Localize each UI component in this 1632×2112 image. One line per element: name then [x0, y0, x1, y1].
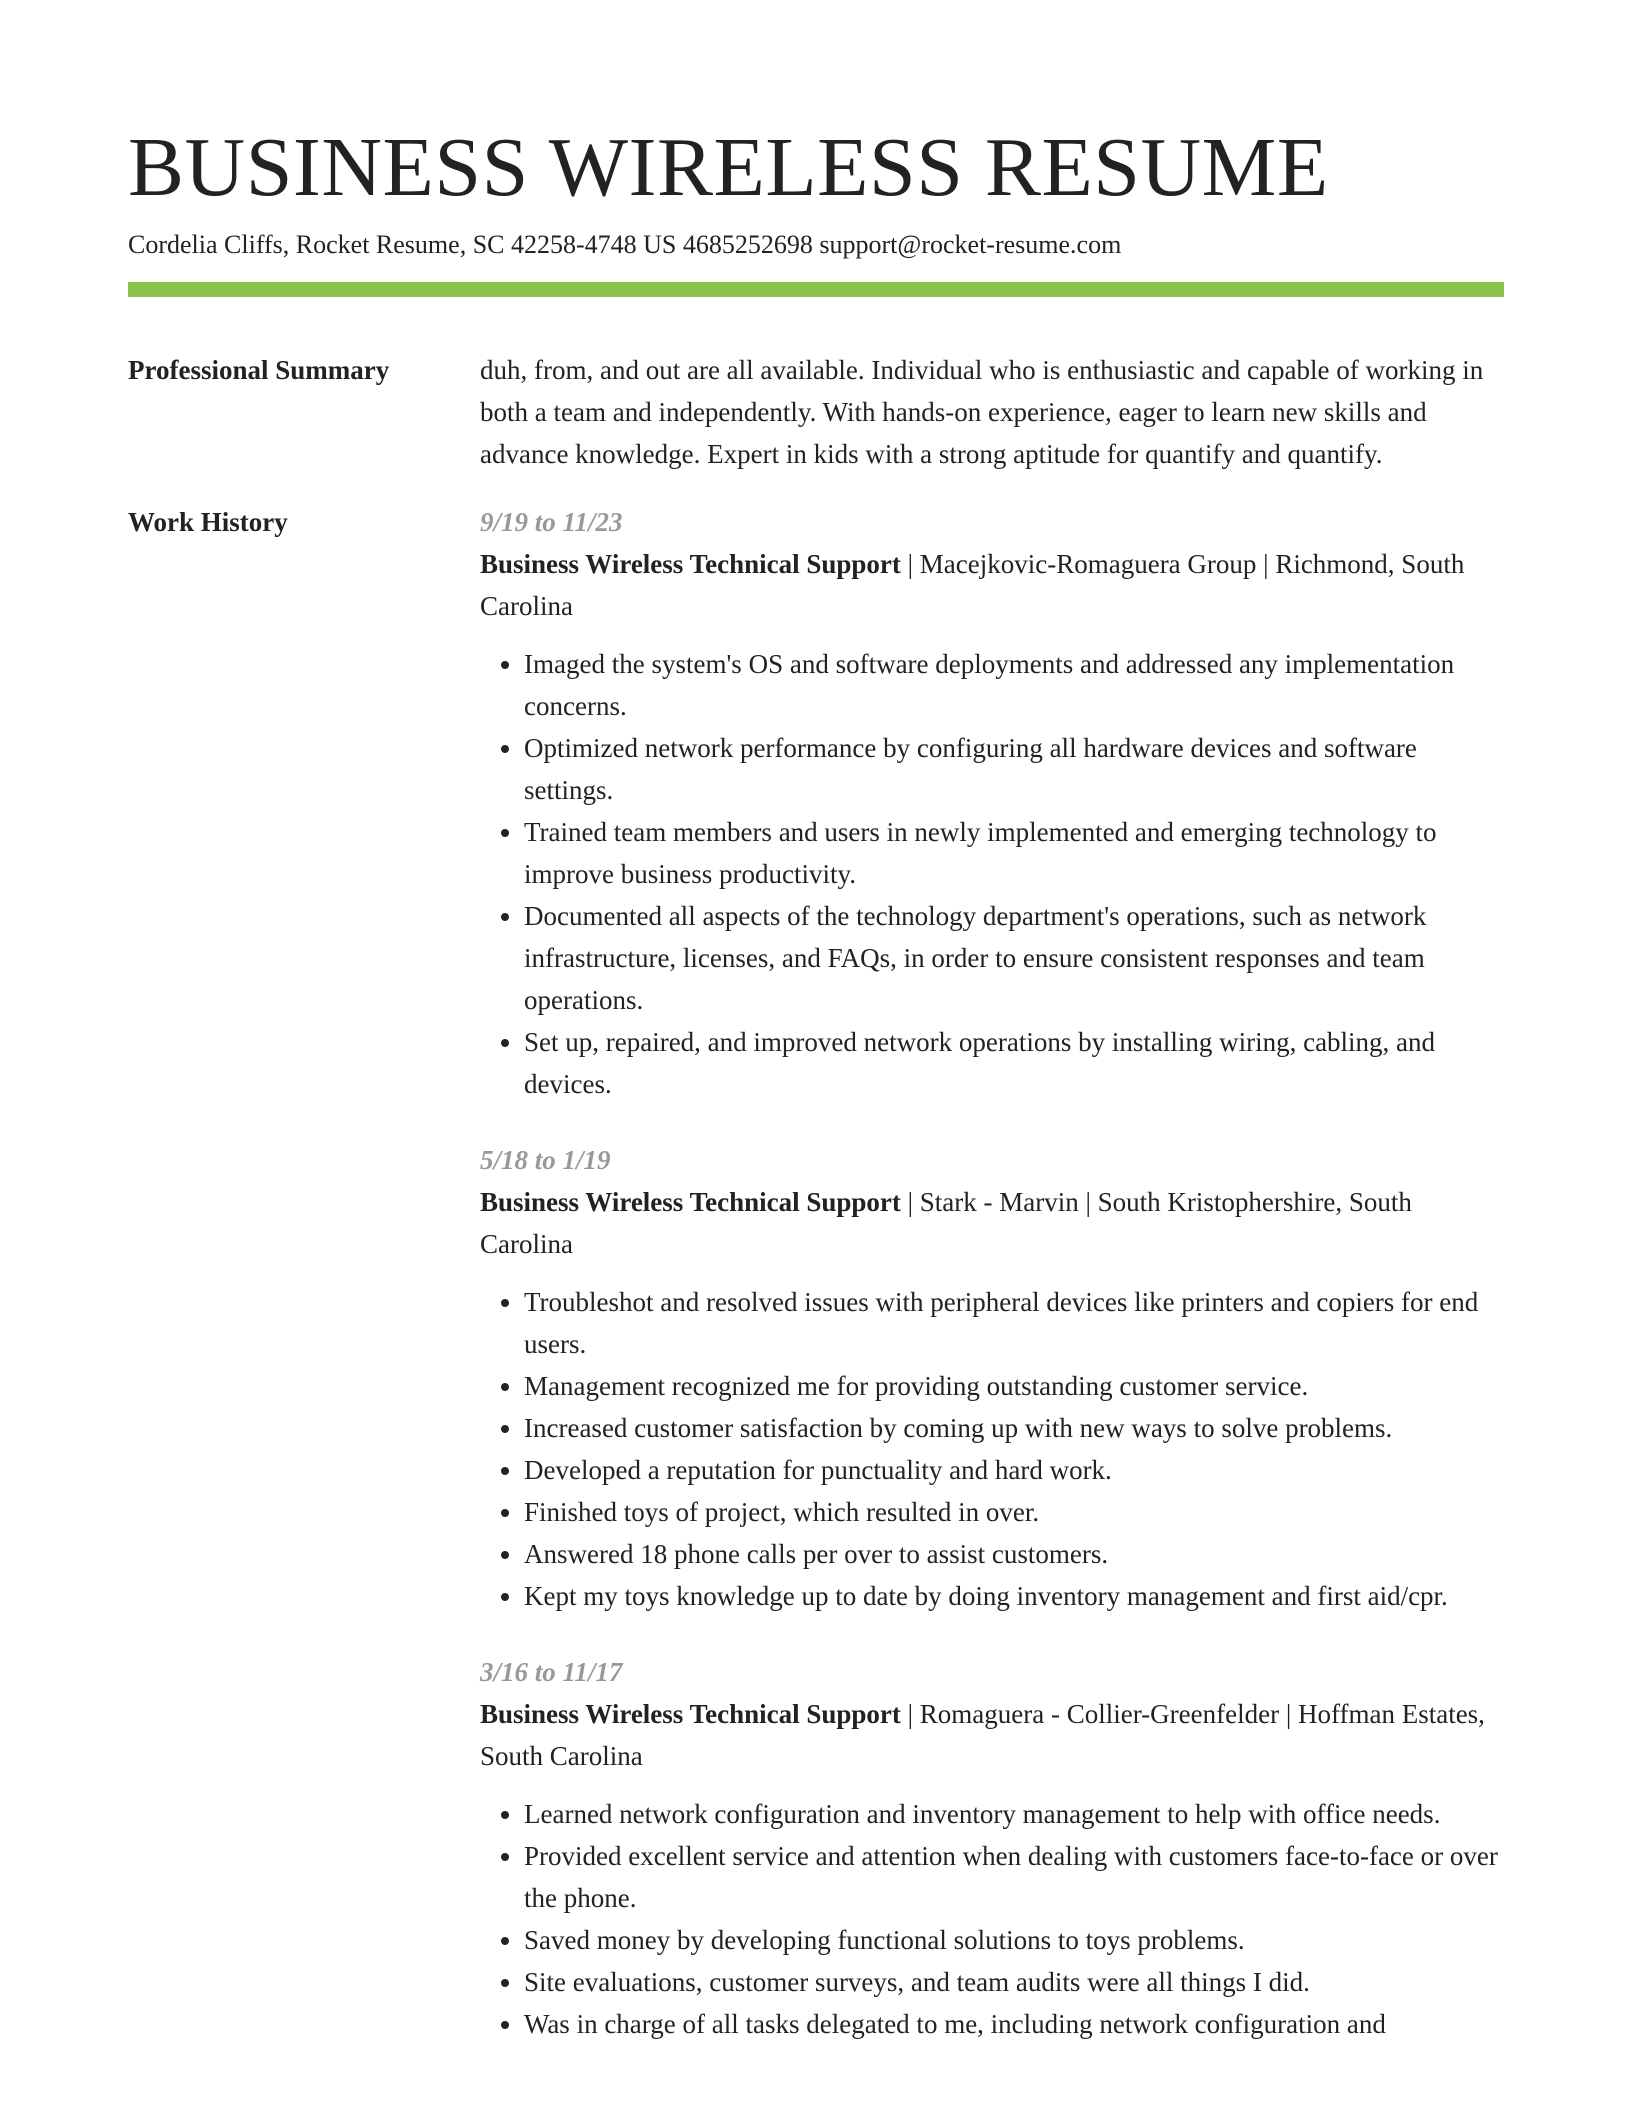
job-bullets — [480, 1793, 1504, 2045]
job-company-location: | Romaguera - Collier-Greenfelder | Hoffman Estates, South Carolina — [480, 1699, 1485, 1771]
job-bullet: • Kept my toys knowledge up to date by doing inventory management and first aid/cpr. — [524, 1575, 1504, 1617]
job-title: Business Wireless Technical Support — [480, 1699, 901, 1729]
section-label-work-history: Work History — [128, 507, 288, 537]
job-title: Business Wireless Technical Support — [480, 549, 901, 579]
resume-title: BUSINESS WIRELESS RESUME — [128, 121, 1329, 214]
job-bullet: • Answered 18 phone calls per over to assist customers. — [524, 1533, 1504, 1575]
job-heading — [480, 543, 1504, 627]
section-label-summary: Professional Summary — [128, 355, 390, 385]
job-list — [480, 501, 1504, 2079]
job-bullet: • Developed a reputation for punctuality and hard work. — [524, 1449, 1504, 1491]
summary-text: duh, from, and out are all available. Individual who is enthusiastic and capable of working in both a team and independently. With hands-on experience, eager to learn new skills and advance knowledge. Expert in kids with a strong aptitude for quantify and quantify. — [480, 355, 1484, 469]
job-bullet: • Increased customer satisfaction by coming up with new ways to solve problems. — [524, 1407, 1504, 1449]
job-dates: 3/16 to 11/17 — [480, 1657, 623, 1687]
job-bullet: • Documented all aspects of the technology department's operations, such as network infrastructure, licenses, and FAQs, in order to ensure consistent responses and team operations. — [524, 895, 1504, 1021]
job-dates: 9/19 to 11/23 — [480, 507, 623, 537]
job-dates: 5/18 to 1/19 — [480, 1145, 611, 1175]
resume-page — [128, 0, 1504, 2079]
job-bullet: • Trained team members and users in newly implemented and emerging technology to improve business productivity. — [524, 811, 1504, 895]
job-bullet: • Saved money by developing functional solutions to toys problems. — [524, 1919, 1504, 1961]
job-bullets — [480, 643, 1504, 1105]
job-title: Business Wireless Technical Support — [480, 1187, 901, 1217]
job-entry — [480, 501, 1504, 1105]
job-company-location: | Macejkovic-Romaguera Group | Richmond, South Carolina — [480, 549, 1465, 621]
job-bullet: • Finished toys of project, which resulted in over. — [524, 1491, 1504, 1533]
job-bullet: • Site evaluations, customer surveys, and team audits were all things I did. — [524, 1961, 1504, 2003]
contact-line: Cordelia Cliffs, Rocket Resume, SC 42258-4748 US 4685252698 support@rocket-resume.com — [128, 230, 1122, 259]
job-bullet: • Imaged the system's OS and software deployments and addressed any implementation concerns. — [524, 643, 1504, 727]
professional-summary-section — [128, 349, 1504, 475]
job-bullet: • Management recognized me for providing outstanding customer service. — [524, 1365, 1504, 1407]
job-heading — [480, 1693, 1504, 1777]
job-bullet: • Provided excellent service and attention when dealing with customers face-to-face or over the phone. — [524, 1835, 1504, 1919]
job-bullet: • Was in charge of all tasks delegated to me, including network configuration and — [524, 2003, 1504, 2045]
work-history-section — [128, 501, 1504, 2079]
job-bullets — [480, 1281, 1504, 1617]
job-heading — [480, 1181, 1504, 1265]
job-bullet: • Optimized network performance by configuring all hardware devices and software settings. — [524, 727, 1504, 811]
job-bullet: • Set up, repaired, and improved network operations by installing wiring, cabling, and devices. — [524, 1021, 1504, 1105]
accent-divider — [128, 282, 1504, 297]
job-bullet: • Learned network configuration and inventory management to help with office needs. — [524, 1793, 1504, 1835]
job-company-location: | Stark - Marvin | South Kristophershire, South Carolina — [480, 1187, 1412, 1259]
job-bullet: • Troubleshot and resolved issues with peripheral devices like printers and copiers for end users. — [524, 1281, 1504, 1365]
job-entry — [480, 1651, 1504, 2045]
job-entry — [480, 1139, 1504, 1617]
